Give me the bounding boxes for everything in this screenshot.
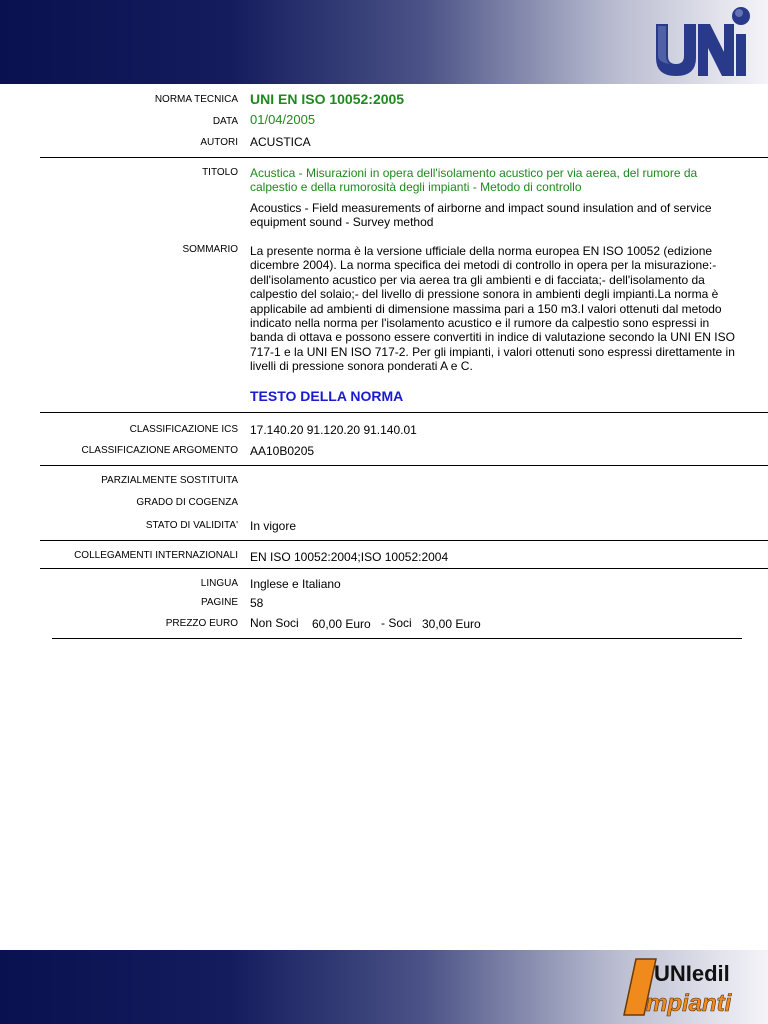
- classificazione-ics-label: CLASSIFICAZIONE ICS: [129, 424, 238, 435]
- divider: [40, 540, 768, 541]
- sommario-text: La presente norma è la versione ufficiale della norma europea EN ISO 10052 (edizione dicembre 2004). La norma specifica dei metodi di controllo in opera per la misurazione:- dell'isolamento acustico per via aerea tra gli ambienti e di facciata;- dell'isolamento da calpestio del solaio;- del livello di pressione sonora in ambienti degli impianti.La norma è applicabile ad ambienti di dimensione massima pari a 150 m3.I valori ottenuti dal metodo indicato nella norma per l'isolamento acustico e il rumore da calpestio sono espressi in banda di ottava e possono essere convertiti in indice di valutazione secondo la UNI EN ISO 717-1 e la UNI EN ISO 717-2. Per gli impianti, i valori ottenuti sono espressi direttamente in livelli di pressione sonora ponderati A e C.: [250, 244, 735, 374]
- uni-logo: [650, 0, 750, 82]
- stato-validita-label: STATO DI VALIDITA': [145, 520, 238, 531]
- titolo-label: TITOLO: [202, 167, 238, 178]
- testo-della-norma-link[interactable]: TESTO DELLA NORMA: [250, 388, 404, 404]
- prezzo-soci-label: - Soci: [381, 616, 412, 630]
- sommario-label: SOMMARIO: [182, 244, 238, 255]
- autori-label: AUTORI: [200, 137, 238, 148]
- divider: [40, 412, 768, 413]
- divider: [40, 157, 768, 158]
- titolo-english: Acoustics - Field measurements of airborne and impact sound insulation and of service equipment sound - Survey method: [250, 201, 712, 230]
- grado-cogenza-label: GRADO DI COGENZA: [136, 497, 238, 508]
- prezzo-soci-value: 30,00 Euro: [422, 617, 481, 631]
- divider: [52, 638, 742, 639]
- data-value: 01/04/2005: [250, 112, 316, 127]
- svg-text:mpianti: mpianti: [646, 990, 732, 1017]
- svg-text:UNIedil: UNIedil: [654, 961, 730, 986]
- parzialmente-sostituita-label: PARZIALMENTE SOSTITUITA: [101, 475, 238, 486]
- uniedil-impianti-logo: [610, 953, 760, 1021]
- norma-tecnica-label: NORMA TECNICA: [154, 94, 238, 105]
- autori-value: ACUSTICA: [250, 135, 311, 149]
- prezzo-non-soci-value: 60,00 Euro: [312, 617, 371, 631]
- classificazione-argomento-value: AA10B0205: [250, 444, 315, 458]
- titolo-italian: Acustica - Misurazioni in opera dell'isolamento acustico per via aerea, del rumore da calpestio e della rumorosità degli impianti - Metodo di controllo: [250, 166, 698, 195]
- classificazione-ics-value: 17.140.20 91.120.20 91.140.01: [250, 423, 417, 437]
- lingua-value: Inglese e Italiano: [250, 577, 341, 591]
- pagine-value: 58: [250, 596, 264, 610]
- collegamenti-label: COLLEGAMENTI INTERNAZIONALI: [74, 550, 238, 561]
- divider: [40, 465, 768, 466]
- classificazione-argomento-label: CLASSIFICAZIONE ARGOMENTO: [81, 445, 238, 456]
- data-label: DATA: [212, 116, 238, 127]
- pagine-label: PAGINE: [200, 597, 238, 608]
- norma-tecnica-value: UNI EN ISO 10052:2005: [250, 91, 405, 107]
- prezzo-non-soci-label: Non Soci: [250, 616, 299, 630]
- divider: [40, 568, 768, 569]
- stato-validita-value: In vigore: [250, 519, 297, 533]
- prezzo-label: PREZZO EURO: [165, 618, 238, 629]
- lingua-label: LINGUA: [200, 578, 238, 589]
- collegamenti-value: EN ISO 10052:2004;ISO 10052:2004: [250, 550, 449, 564]
